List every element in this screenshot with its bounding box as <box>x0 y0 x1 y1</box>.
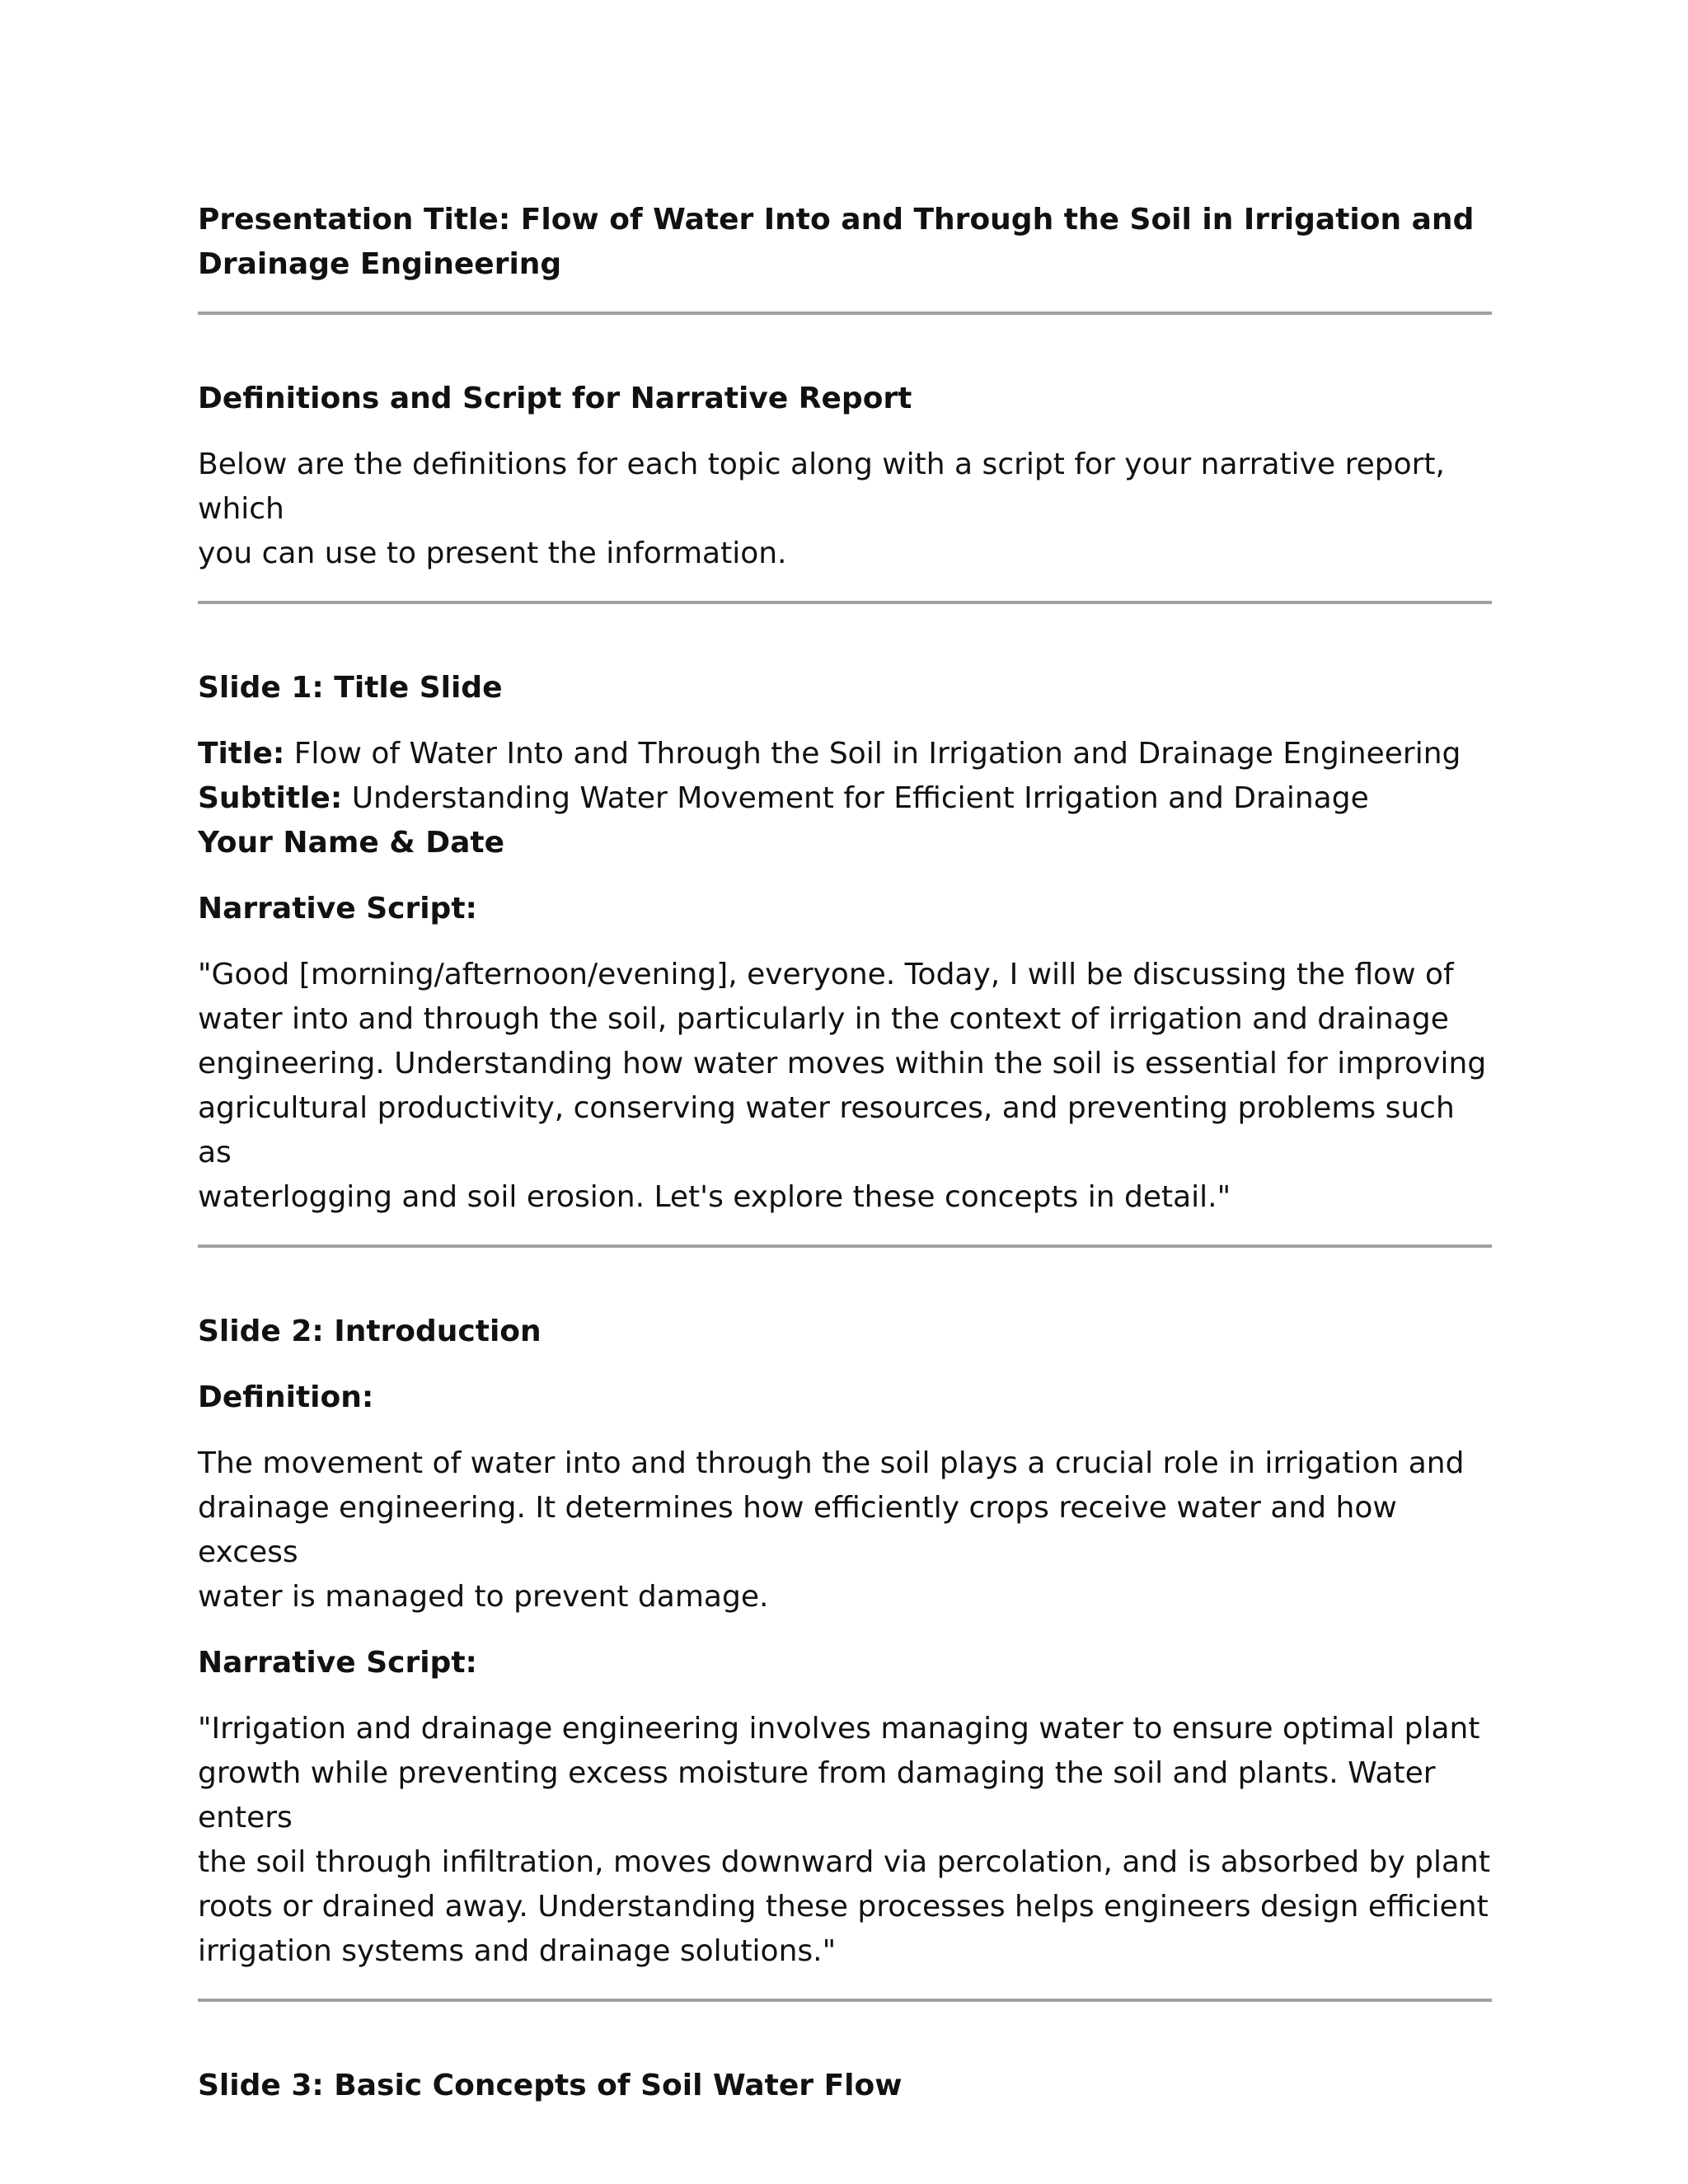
slide-1-heading: Slide 1: Title Slide <box>198 671 503 705</box>
slide-2-definition-line: The movement of water into and through the soil plays a crucial role in irrigation and <box>198 1446 1465 1480</box>
definitions-intro-line-1: Below are the definitions for each topic along with a script for your narrative report, which <box>198 448 1445 526</box>
slide-1-script-line: agricultural productivity, conserving water resources, and preventing problems such as <box>198 1091 1455 1169</box>
slide-1-title-line <box>198 732 1492 776</box>
slide-2-script-line: irrigation systems and drainage solutions." <box>198 1934 837 1968</box>
slide-1-subtitle-line <box>198 776 1492 821</box>
slide-1-title-label: Title: <box>198 737 285 771</box>
slide-2-definition-line: water is managed to prevent damage. <box>198 1580 769 1614</box>
slide-1-name-date: Your Name & Date <box>198 826 505 860</box>
slide-1-script-label: Narrative Script: <box>198 892 477 926</box>
slide-2-script-line: "Irrigation and drainage engineering involves managing water to ensure optimal plant <box>198 1712 1480 1746</box>
presentation-title-line-1: Presentation Title: Flow of Water Into and Through the Soil in Irrigation and <box>198 203 1475 237</box>
definitions-intro-line-2: you can use to present the information. <box>198 537 787 570</box>
slide-1-script <box>198 953 1492 1220</box>
presentation-title-line-2: Drainage Engineering <box>198 247 562 281</box>
slide-2-heading: Slide 2: Introduction <box>198 1315 542 1348</box>
slide-2-script-line: growth while preventing excess moisture from damaging the soil and plants. Water enters <box>198 1756 1436 1835</box>
presentation-title <box>198 198 1492 287</box>
slide-2-definition <box>198 1441 1492 1619</box>
slide-1-script-line: waterlogging and soil erosion. Let's explore these concepts in detail." <box>198 1180 1231 1214</box>
definitions-heading: Definitions and Script for Narrative Report <box>198 382 912 415</box>
slide-3-heading: Slide 3: Basic Concepts of Soil Water Flow <box>198 2069 903 2102</box>
slide-1-script-line: "Good [morning/afternoon/evening], everyone. Today, I will be discussing the flow of <box>198 958 1454 991</box>
slide-1-script-line: water into and through the soil, particularly in the context of irrigation and drainage <box>198 1002 1449 1036</box>
slide-1-script-line: engineering. Understanding how water moves within the soil is essential for improving <box>198 1047 1487 1080</box>
slide-1-subtitle-label: Subtitle: <box>198 781 343 815</box>
slide-2-definition-label: Definition: <box>198 1380 374 1414</box>
slide-1-subtitle-value: Understanding Water Movement for Efficient Irrigation and Drainage <box>342 781 1369 815</box>
slide-2-script <box>198 1707 1492 1974</box>
document-page <box>198 198 1492 2108</box>
slide-2-script-line: roots or drained away. Understanding these processes helps engineers design efficient <box>198 1890 1489 1924</box>
slide-2-definition-line: drainage engineering. It determines how efficiently crops receive water and how excess <box>198 1491 1397 1569</box>
slide-2-script-line: the soil through infiltration, moves downward via percolation, and is absorbed by plant <box>198 1845 1490 1879</box>
slide-2-script-label: Narrative Script: <box>198 1646 477 1680</box>
slide-1-title-value: Flow of Water Into and Through the Soil in Irrigation and Drainage Engineering <box>284 737 1461 771</box>
